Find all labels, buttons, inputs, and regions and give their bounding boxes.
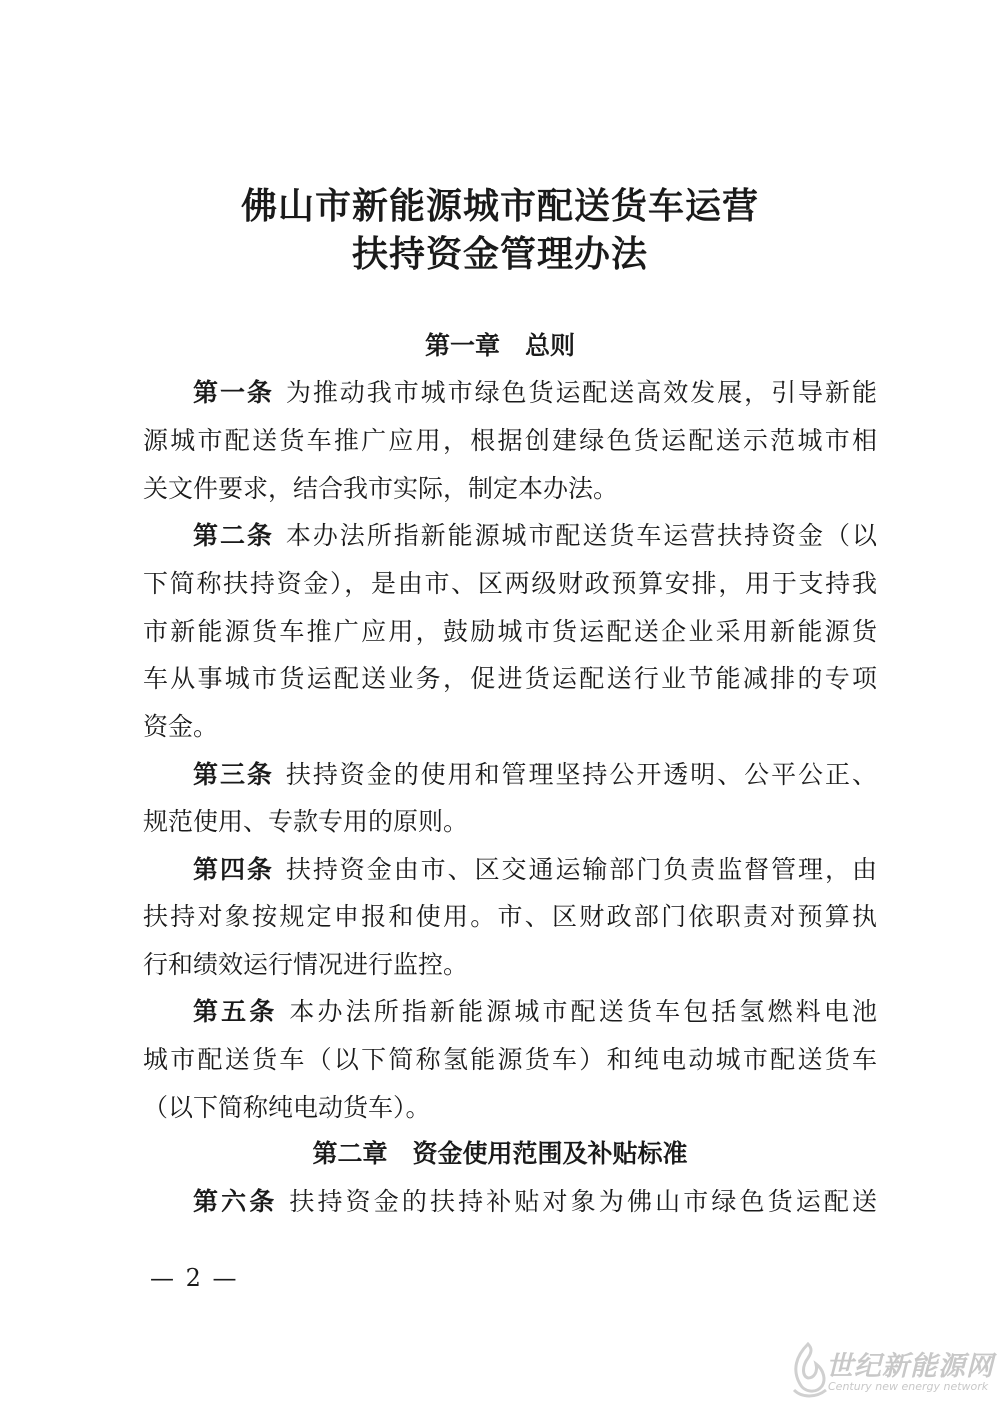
article-1-line-3: 关文件要求，结合我市实际，制定本办法。 bbox=[143, 474, 619, 503]
article-4-line-2: 扶持对象按规定申报和使用。市、区财政部门依职责对预算执 bbox=[143, 902, 877, 931]
watermark-subtitle: Century new energy network bbox=[828, 1380, 989, 1393]
article-6-line-1: 第六条 扶持资金的扶持补贴对象为佛山市绿色货运配送 bbox=[193, 1187, 877, 1216]
article-5-label: 第五条 bbox=[193, 997, 278, 1026]
article-6-label: 第六条 bbox=[193, 1187, 278, 1216]
article-2-label: 第二条 bbox=[193, 521, 274, 550]
doc-title-line-1: 佛山市新能源城市配送货车运营 bbox=[240, 185, 759, 227]
flame-logo-icon bbox=[786, 1340, 830, 1400]
article-3-line-1: 第三条 扶持资金的使用和管理坚持公开透明、公平公正、 bbox=[193, 760, 877, 789]
article-5-line-3: （以下简称纯电动货车）。 bbox=[143, 1093, 431, 1122]
article-3-line-2: 规范使用、专款专用的原则。 bbox=[143, 807, 469, 836]
chapter-1-heading: 第一章 总则 bbox=[424, 331, 575, 360]
article-5-line-1: 第五条 本办法所指新能源城市配送货车包括氢燃料电池 bbox=[193, 997, 877, 1026]
article-2-line-3: 市新能源货车推广应用，鼓励城市货运配送企业采用新能源货 bbox=[143, 617, 877, 646]
article-2-line-1: 第二条 本办法所指新能源城市配送货车运营扶持资金（以 bbox=[193, 521, 877, 550]
doc-title-line-2: 扶持资金管理办法 bbox=[351, 233, 648, 275]
article-4-line-1: 第四条 扶持资金由市、区交通运输部门负责监督管理，由 bbox=[193, 855, 877, 884]
article-5-line-2: 城市配送货车（以下简称氢能源货车）和纯电动城市配送货车 bbox=[143, 1045, 877, 1074]
article-2-line-4: 车从事城市货运配送业务，促进货运配送行业节能减排的专项 bbox=[143, 664, 877, 693]
article-1-line-2: 源城市配送货车推广应用，根据创建绿色货运配送示范城市相 bbox=[143, 426, 877, 455]
article-2-line-2: 下简称扶持资金），是由市、区两级财政预算安排，用于支持我 bbox=[143, 569, 877, 598]
article-4-line-3: 行和绩效运行情况进行监控。 bbox=[143, 950, 469, 979]
article-1-label: 第一条 bbox=[193, 378, 274, 407]
article-2-line-5: 资金。 bbox=[143, 712, 219, 741]
article-4-label: 第四条 bbox=[193, 855, 274, 884]
article-3-label: 第三条 bbox=[193, 760, 274, 789]
watermark-name: 世纪新能源网 bbox=[826, 1351, 994, 1382]
article-1-line-1: 第一条 为推动我市城市绿色货运配送高效发展，引导新能 bbox=[193, 378, 877, 407]
page-number: — 2 — bbox=[150, 1264, 239, 1292]
watermark bbox=[786, 1340, 994, 1406]
chapter-2-heading: 第二章 资金使用范围及补贴标准 bbox=[312, 1139, 688, 1168]
